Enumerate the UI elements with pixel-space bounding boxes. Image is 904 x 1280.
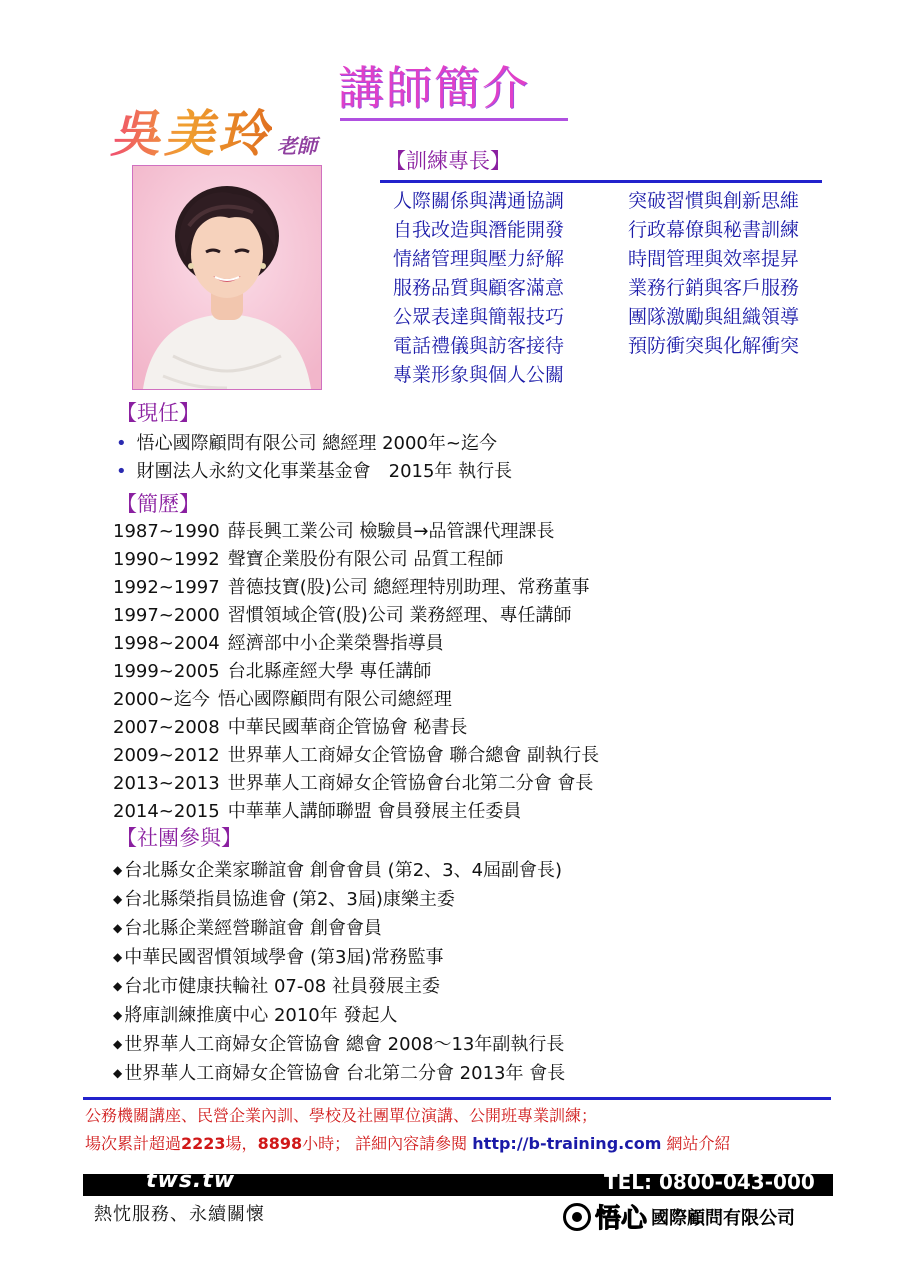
list-item [116, 430, 512, 458]
history-text: 台北縣產經大學 專任講師 [227, 661, 432, 682]
history-row [113, 574, 599, 602]
website-link[interactable]: http://b-training.com [472, 1134, 662, 1153]
stats-mid: 場， [225, 1134, 258, 1153]
diamond-icon: ◆ [113, 921, 123, 935]
history-text: 悟心國際顧問有限公司總經理 [217, 689, 452, 710]
expertise-heading: 【訓練專長】 [385, 149, 511, 173]
history-row [113, 798, 599, 826]
expertise-item: 人際關係與溝通協調 [393, 190, 565, 212]
history-years: 1998~2004 [113, 633, 220, 654]
history-years: 1992~1997 [113, 577, 220, 598]
list-item [113, 1030, 565, 1059]
logo-icon [563, 1203, 591, 1231]
history-row [113, 518, 599, 546]
expertise-item: 專業形象與個人公關 [393, 364, 565, 386]
association-text: 將庫訓練推廣中心 2010年 發起人 [124, 1005, 398, 1026]
hour-count: 8898 [257, 1134, 303, 1153]
association-text: 台北縣榮指員協進會 (第2、3屆)康樂主委 [124, 889, 455, 910]
bullet-icon: • [116, 433, 127, 454]
diamond-icon: ◆ [113, 1008, 123, 1022]
association-text: 台北縣女企業家聯誼會 創會會員 (第2、3、4屆副會長) [124, 860, 563, 881]
association-text: 世界華人工商婦女企管協會 總會 2008～13年副執行長 [124, 1034, 565, 1055]
expertise-divider [380, 180, 822, 183]
current-item-text: 悟心國際顧問有限公司 總經理 2000年~迄今 [136, 433, 497, 454]
association-text: 中華民國習慣領域學會 (第3屆)常務監事 [124, 947, 444, 968]
history-text: 經濟部中小企業榮譽指導員 [227, 633, 444, 654]
associations-list [113, 856, 565, 1088]
history-text: 世界華人工商婦女企管協會台北第二分會 會長 [227, 773, 594, 794]
expertise-item: 預防衝突與化解衝突 [628, 335, 800, 357]
list-item [113, 972, 565, 1001]
expertise-item: 業務行銷與客戶服務 [628, 277, 800, 299]
footer-divider [83, 1097, 831, 1100]
history-heading: 【簡歷】 [116, 492, 200, 516]
history-row [113, 770, 599, 798]
expertise-item: 團隊激勵與組織領導 [628, 306, 800, 328]
history-years: 2000~迄今 [113, 689, 210, 710]
page-title: 講師簡介 [338, 61, 530, 115]
logo-brand: 悟心 [595, 1204, 648, 1234]
history-row [113, 714, 599, 742]
expertise-item: 自我改造與潛能開發 [393, 219, 565, 241]
history-row [113, 658, 599, 686]
diamond-icon: ◆ [113, 1066, 123, 1080]
expertise-item: 時間管理與效率提昇 [628, 248, 800, 270]
bullet-icon: • [116, 461, 127, 482]
list-item [113, 1059, 565, 1088]
history-years: 2009~2012 [113, 745, 220, 766]
diamond-icon: ◆ [113, 979, 123, 993]
history-row [113, 742, 599, 770]
stats-mid2: 小時； 詳細內容請參閱 [302, 1134, 473, 1153]
association-text: 世界華人工商婦女企管協會 台北第二分會 2013年 會長 [124, 1063, 566, 1084]
phone-number: TEL: 0800-043-000 [604, 1170, 815, 1194]
history-text: 薛長興工業公司 檢驗員→品管課代理課長 [227, 521, 555, 542]
list-item [113, 885, 565, 914]
history-years: 1990~1992 [113, 549, 220, 570]
history-list [113, 518, 599, 826]
history-text: 世界華人工商婦女企管協會 聯合總會 副執行長 [227, 745, 600, 766]
expertise-item: 突破習慣與創新思維 [628, 190, 800, 212]
expertise-list-right [628, 187, 799, 361]
current-heading: 【現任】 [116, 401, 200, 425]
association-text: 台北縣企業經營聯誼會 創會會員 [124, 918, 382, 939]
expertise-list-left [393, 187, 564, 390]
instructor-photo [132, 165, 322, 390]
associations-heading: 【社團參與】 [116, 826, 242, 850]
instructor-title: 老師 [277, 134, 317, 158]
instructor-name: 吳美玲 [110, 104, 272, 163]
slogan: 熱忱服務、永續關懷 [94, 1204, 265, 1225]
diamond-icon: ◆ [113, 1037, 123, 1051]
stats-prefix: 場次累計超過 [85, 1134, 182, 1153]
history-years: 2007~2008 [113, 717, 220, 738]
expertise-item: 公眾表達與簡報技巧 [393, 306, 565, 328]
list-item [113, 856, 565, 885]
stats-note [85, 1131, 730, 1157]
history-text: 中華民國華商企管協會 秘書長 [227, 717, 468, 738]
expertise-item: 電話禮儀與訪客接待 [393, 335, 565, 357]
current-list [116, 430, 512, 486]
diamond-icon: ◆ [113, 863, 123, 877]
diamond-icon: ◆ [113, 950, 123, 964]
list-item [113, 1001, 565, 1030]
history-years: 1999~2005 [113, 661, 220, 682]
history-text: 聲寶企業股份有限公司 品質工程師 [227, 549, 504, 570]
title-underline [340, 118, 568, 121]
expertise-item: 情緒管理與壓力紓解 [393, 248, 565, 270]
stats-suffix: 網站介紹 [661, 1134, 731, 1153]
history-row [113, 546, 599, 574]
expertise-item: 行政幕僚與秘書訓練 [628, 219, 800, 241]
history-years: 2014~2015 [113, 801, 220, 822]
history-row [113, 602, 599, 630]
history-row [113, 630, 599, 658]
company-logo [563, 1198, 795, 1232]
services-note: 公務機關講座、民營企業內訓、學校及社團單位演講、公開班專業訓練； [85, 1106, 598, 1125]
session-count: 2223 [181, 1134, 226, 1153]
history-years: 1997~2000 [113, 605, 220, 626]
association-text: 台北市健康扶輪社 07-08 社員發展主委 [124, 976, 440, 997]
history-text: 普德技寶(股)公司 總經理特別助理、常務董事 [227, 577, 590, 598]
history-text: 中華華人講師聯盟 會員發展主任委員 [227, 801, 522, 822]
list-item [113, 914, 565, 943]
logo-company-name: 國際顧問有限公司 [651, 1207, 796, 1229]
current-item-text: 財團法人永約文化事業基金會 2015年 執行長 [136, 461, 513, 482]
history-years: 2013~2013 [113, 773, 220, 794]
site-name[interactable]: tws.tw [146, 1168, 236, 1193]
diamond-icon: ◆ [113, 892, 123, 906]
history-years: 1987~1990 [113, 521, 220, 542]
expertise-item: 服務品質與顧客滿意 [393, 277, 565, 299]
history-row [113, 686, 599, 714]
history-text: 習慣領域企管(股)公司 業務經理、專任講師 [227, 605, 572, 626]
list-item [116, 458, 512, 486]
list-item [113, 943, 565, 972]
